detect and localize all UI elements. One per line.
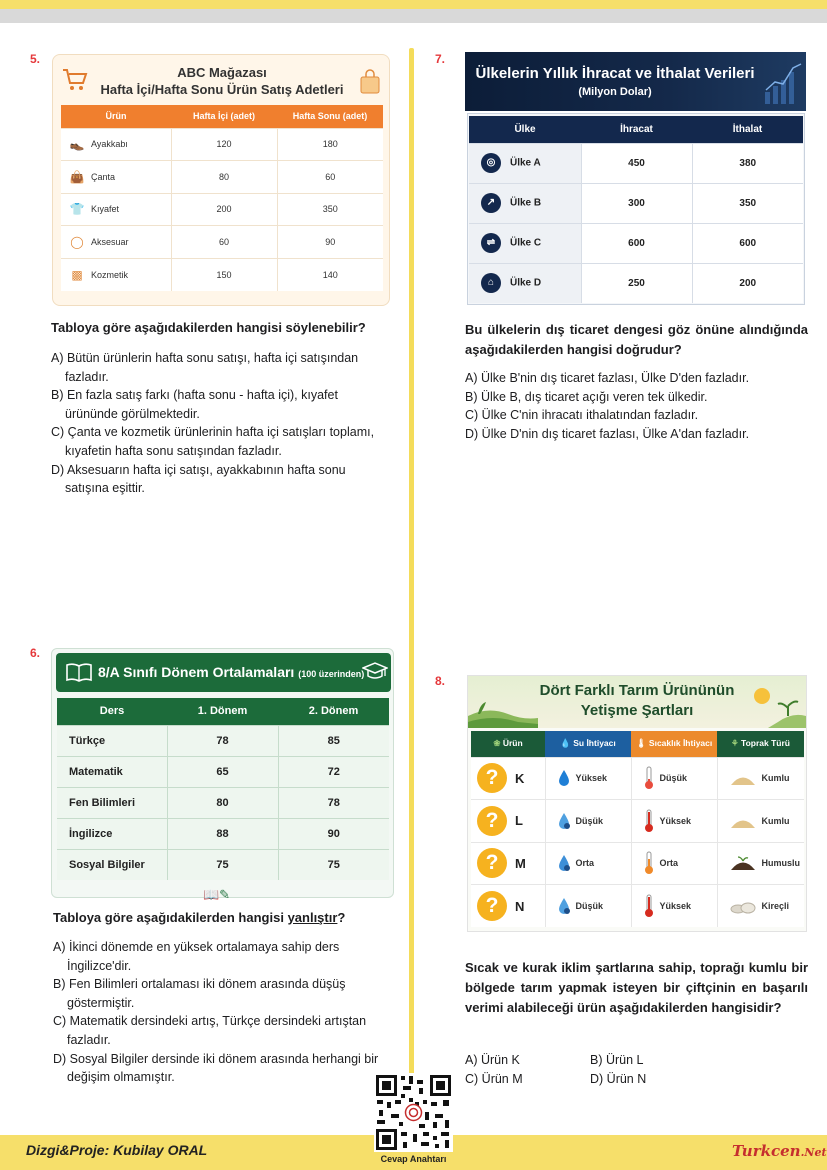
water-level: Yüksek	[575, 773, 608, 784]
q5-question: Tabloya göre aşağıdakilerden hangisi söylenebilir?	[51, 320, 366, 335]
column-header-label: Ürün	[502, 738, 523, 749]
heat-level: Yüksek	[659, 815, 692, 826]
weekend-cell: 60	[277, 161, 383, 194]
q6-question-end: ?	[337, 910, 346, 925]
column-header-label: Sıcaklık İhtiyacı	[648, 738, 713, 749]
column-header: İthalat	[692, 116, 803, 143]
q8-options	[465, 1051, 765, 1088]
water-cell	[545, 885, 631, 928]
water-cell	[545, 757, 631, 800]
leaf-icon: ❀	[493, 738, 501, 749]
column-header: Ders	[57, 698, 167, 725]
weekday-cell: 60	[171, 226, 277, 259]
water-drop-icon	[558, 769, 570, 787]
country-cell	[469, 183, 581, 223]
column-divider	[409, 48, 414, 1110]
table-row	[469, 263, 803, 303]
table-row	[61, 226, 383, 259]
table-row	[61, 193, 383, 226]
product-letter: K	[515, 770, 525, 786]
table-row	[57, 725, 389, 756]
q7-title: Ülkelerin Yıllık İhracat ve İthalat Verileri	[475, 65, 755, 82]
q7-subtitle: (Milyon Dolar)	[578, 86, 652, 98]
q5-sales-table	[61, 105, 383, 291]
q6-question-emphasis: yanlıştır	[287, 910, 338, 925]
product-name: Ayakkabı	[91, 139, 128, 150]
question-7-number: 7.	[435, 52, 446, 66]
heat-cell	[631, 757, 717, 800]
water-drop-low-icon	[558, 812, 570, 830]
answer-key-qr-code[interactable]	[374, 1073, 453, 1152]
subject-cell: Matematik	[57, 756, 167, 787]
country-cell	[469, 263, 581, 303]
option-c[interactable]: C) Ürün M	[465, 1071, 523, 1086]
q7-banner	[465, 52, 806, 111]
option-c[interactable]: C) Çanta ve kozmetik ürünlerinin hafta içi satışları toplamı, kıyafetin hafta sonu satışından fazladır.	[51, 425, 375, 458]
heat-cell	[631, 800, 717, 843]
term1-cell: 78	[167, 725, 278, 756]
subject-cell: Sosyal Bilgiler	[57, 849, 167, 880]
export-cell: 450	[581, 143, 692, 183]
q7-question: Bu ülkelerin dış ticaret dengesi göz önüne alındığında aşağıdakilerden hangisi doğrudur?	[465, 322, 808, 357]
column-header	[545, 731, 631, 757]
water-cell	[545, 800, 631, 843]
water-drop-low-icon	[558, 897, 570, 915]
q5-sales-table-card	[52, 54, 390, 306]
soil-type: Humuslu	[761, 858, 801, 869]
weekend-cell: 350	[277, 193, 383, 226]
q6-question-text: Tabloya göre aşağıdakilerden hangisi	[53, 910, 288, 925]
subject-cell: Fen Bilimleri	[57, 787, 167, 818]
column-header: Ülke	[469, 116, 581, 143]
q8-subtitle: Yetişme Şartları	[580, 702, 694, 719]
shirt-icon: 👕	[69, 202, 85, 217]
question-6-number: 6.	[30, 646, 41, 660]
column-header	[631, 731, 717, 757]
weekday-cell: 150	[171, 258, 277, 291]
water-level: Orta	[575, 858, 595, 869]
table-row	[57, 787, 389, 818]
export-cell: 600	[581, 223, 692, 263]
brand-name: Turkcen	[732, 1142, 801, 1160]
soil-type: Kumlu	[761, 815, 790, 826]
brand-suffix: .Net	[800, 1146, 827, 1159]
product-letter: M	[515, 855, 526, 871]
table-header-row	[469, 116, 803, 143]
table-row	[57, 756, 389, 787]
q5-title: ABC Mağazası	[177, 65, 267, 80]
question-mark-icon: ?	[477, 891, 507, 921]
soil-type: Kireçli	[761, 901, 790, 911]
graduation-cap-icon	[362, 660, 388, 684]
option-b[interactable]: B) Fen Bilimleri ortalaması iki dönem arasında düşüş göstermiştir.	[53, 977, 346, 1010]
q6-grades-table-card	[51, 648, 394, 898]
cosmetics-icon: ▩	[71, 267, 83, 282]
import-cell: 200	[692, 263, 803, 303]
soil-cell	[717, 800, 804, 843]
import-cell: 600	[692, 223, 803, 263]
country-cell	[469, 223, 581, 263]
options-row	[465, 1051, 765, 1070]
term2-cell: 72	[278, 756, 389, 787]
term2-cell: 75	[278, 849, 389, 880]
import-cell: 380	[692, 143, 803, 183]
heat-level: Orta	[659, 858, 679, 869]
term2-cell: 85	[278, 725, 389, 756]
table-row	[61, 161, 383, 194]
bag-icon: 👜	[69, 169, 85, 184]
weekend-cell: 140	[277, 258, 383, 291]
term2-cell: 78	[278, 787, 389, 818]
question-5-number: 5.	[30, 52, 41, 66]
table-row	[57, 818, 389, 849]
top-gray-bar	[0, 9, 827, 23]
table-row	[469, 143, 803, 183]
table-header-row	[57, 698, 389, 725]
q7-trade-table-card	[467, 113, 805, 305]
necklace-icon: ◯	[70, 234, 84, 249]
heat-cell	[631, 885, 717, 928]
bank-icon: ⌂	[481, 273, 501, 293]
water-level: Düşük	[575, 901, 604, 911]
soil-type: Kumlu	[761, 773, 790, 784]
column-header-label: Su İhtiyacı	[573, 738, 616, 749]
growth-chart-icon: ↗	[481, 193, 501, 213]
q6-options	[53, 938, 395, 1087]
table-header-row	[61, 105, 383, 128]
weekday-cell: 200	[171, 193, 277, 226]
question-mark-icon: ?	[477, 848, 507, 878]
humus-soil-icon	[730, 855, 756, 871]
option-c[interactable]: C) Ülke C'nin ihracatı ithalatından fazladır.	[465, 408, 699, 423]
water-drop-medium-icon	[558, 854, 570, 872]
sand-pile-icon	[730, 770, 756, 786]
product-name: Kozmetik	[91, 269, 129, 280]
footer-credit: Dizgi&Proje: Kubilay ORAL	[26, 1142, 208, 1158]
table-row	[469, 183, 803, 223]
heat-level: Düşük	[659, 773, 688, 784]
q6-title	[98, 664, 364, 680]
table-row	[57, 849, 389, 880]
q6-title-note: (100 üzerinden)	[298, 669, 365, 679]
country-name: Ülke B	[510, 197, 542, 209]
water-level: Düşük	[575, 815, 604, 826]
term1-cell: 75	[167, 849, 278, 880]
country-name: Ülke A	[510, 157, 541, 169]
table-row	[471, 757, 804, 800]
subject-cell: İngilizce	[57, 818, 167, 849]
product-cell	[471, 800, 545, 843]
table-row	[471, 842, 804, 885]
subject-cell: Türkçe	[57, 725, 167, 756]
q6-banner	[56, 653, 391, 692]
option-d[interactable]: D) Ülke D'nin dış ticaret fazlası, Ülke A'dan fazladır.	[465, 426, 750, 441]
qr-label: Cevap Anahtarı	[380, 1154, 447, 1164]
heat-level: Yüksek	[659, 901, 692, 911]
q6-question	[53, 908, 393, 928]
sprout-icon: ⚘	[731, 738, 739, 749]
thermometer-cold-icon	[644, 766, 654, 790]
thermometer-medium-icon	[644, 851, 654, 875]
product-cell	[61, 258, 171, 291]
product-letter: N	[515, 898, 525, 914]
term2-cell: 90	[278, 818, 389, 849]
book-pencil-icon: 📖✎	[203, 887, 231, 902]
option-a[interactable]: A) Bütün ürünlerin hafta sonu satışı, hafta içi satışından fazladır.	[51, 351, 359, 384]
term1-cell: 88	[167, 818, 278, 849]
product-cell	[61, 226, 171, 259]
table-row	[469, 223, 803, 263]
option-a[interactable]: A) Ürün K	[465, 1053, 520, 1067]
product-cell	[61, 128, 171, 161]
thermometer-hot-icon	[644, 809, 654, 833]
q8-crops-table	[471, 731, 804, 927]
product-name: Çanta	[91, 171, 116, 182]
table-row	[61, 258, 383, 291]
sand-pile-icon	[730, 813, 756, 829]
column-header: İhracat	[581, 116, 692, 143]
column-header: 2. Dönem	[278, 698, 389, 725]
open-book-icon	[66, 662, 92, 682]
table-row	[471, 800, 804, 843]
column-header: Ürün	[61, 105, 171, 128]
q5-options	[51, 349, 391, 498]
option-a[interactable]: A) İkinci dönemde en yüksek ortalamaya sahip ders İngilizce'dir.	[53, 940, 340, 973]
country-name: Ülke D	[510, 277, 542, 289]
term1-cell: 80	[167, 787, 278, 818]
weekend-cell: 180	[277, 128, 383, 161]
product-cell	[471, 757, 545, 800]
import-cell: 350	[692, 183, 803, 223]
table-row	[471, 885, 804, 928]
bar-chart-icon	[763, 60, 803, 106]
product-cell	[471, 842, 545, 885]
column-header: 1. Dönem	[167, 698, 278, 725]
soil-cell	[717, 842, 804, 885]
question-mark-icon: ?	[477, 763, 507, 793]
q8-question: Sıcak ve kurak iklim şartlarına sahip, toprağı kumlu bir bölgede tarım yapmak isteyen bir çiftçinin en başarılı verimi alabileceği ürün aşağıdakilerden hangisidir?	[465, 960, 808, 1015]
question-8-number: 8.	[435, 674, 446, 688]
table-header-row	[471, 731, 804, 757]
q7-trade-table	[469, 116, 803, 303]
option-d[interactable]: D) Sosyal Bilgiler dersinde iki dönem arasında herhangi bir değişim olmamıştır.	[53, 1051, 379, 1085]
product-name: Aksesuar	[91, 236, 129, 247]
term1-cell: 65	[167, 756, 278, 787]
column-header: Hafta Sonu (adet)	[277, 105, 383, 128]
column-header-label: Toprak Türü	[741, 738, 790, 749]
top-accent-bar	[0, 0, 827, 9]
product-cell	[61, 161, 171, 194]
option-a[interactable]: A) Ülke B'nin dış ticaret fazlası, Ülke D'den fazladır.	[465, 371, 750, 385]
options-row	[465, 1070, 765, 1089]
handshake-icon: ⇌	[481, 233, 501, 253]
q6-grades-table	[57, 698, 389, 880]
country-name: Ülke C	[510, 237, 542, 249]
weekend-cell: 90	[277, 226, 383, 259]
thermometer-icon: 🌡	[635, 738, 647, 749]
export-cell: 250	[581, 263, 692, 303]
option-b[interactable]: B) En fazla satış farkı (hafta sonu - hafta içi), kıyafet ürününde görülmektedir.	[51, 388, 338, 421]
q7-options	[465, 369, 808, 443]
table-row	[61, 128, 383, 161]
product-name: Kıyafet	[91, 204, 120, 215]
product-letter: L	[515, 813, 523, 829]
thermometer-hot-icon	[644, 894, 654, 918]
q6-title-text: 8/A Sınıfı Dönem Ortalamaları	[98, 664, 295, 680]
weekday-cell: 120	[171, 128, 277, 161]
q8-crops-table-card	[467, 675, 807, 932]
heat-cell	[631, 842, 717, 885]
limestone-rocks-icon	[730, 898, 756, 914]
country-cell	[469, 143, 581, 183]
water-cell	[545, 842, 631, 885]
question-mark-icon: ?	[477, 806, 507, 836]
soil-cell	[717, 757, 804, 800]
option-b[interactable]: B) Ürün L	[590, 1053, 644, 1067]
q8-banner	[468, 676, 806, 728]
product-cell	[471, 885, 545, 928]
export-cell: 300	[581, 183, 692, 223]
option-d[interactable]: D) Aksesuarın hafta içi satışı, ayakkabının hafta sonu satışına eşittir.	[51, 462, 346, 496]
column-header	[471, 731, 545, 757]
option-b[interactable]: B) Ülke B, dış ticaret açığı veren tek ülkedir.	[465, 389, 708, 404]
product-cell	[61, 193, 171, 226]
soil-cell	[717, 885, 804, 928]
option-c[interactable]: C) Matematik dersindeki artış, Türkçe dersindeki artıştan fazladır.	[53, 1014, 367, 1047]
column-header: Hafta İçi (adet)	[171, 105, 277, 128]
q8-title: Dört Farklı Tarım Ürününün	[539, 682, 735, 699]
column-header	[717, 731, 804, 757]
q5-subtitle: Hafta İçi/Hafta Sonu Ürün Satış Adetleri	[100, 82, 344, 97]
brand-logo	[732, 1142, 827, 1160]
shoe-icon: 👞	[69, 137, 85, 152]
water-drop-icon: 💧	[560, 738, 571, 749]
option-d[interactable]: D) Ürün N	[590, 1071, 647, 1086]
globe-icon: ◎	[481, 153, 501, 173]
weekday-cell: 80	[171, 161, 277, 194]
